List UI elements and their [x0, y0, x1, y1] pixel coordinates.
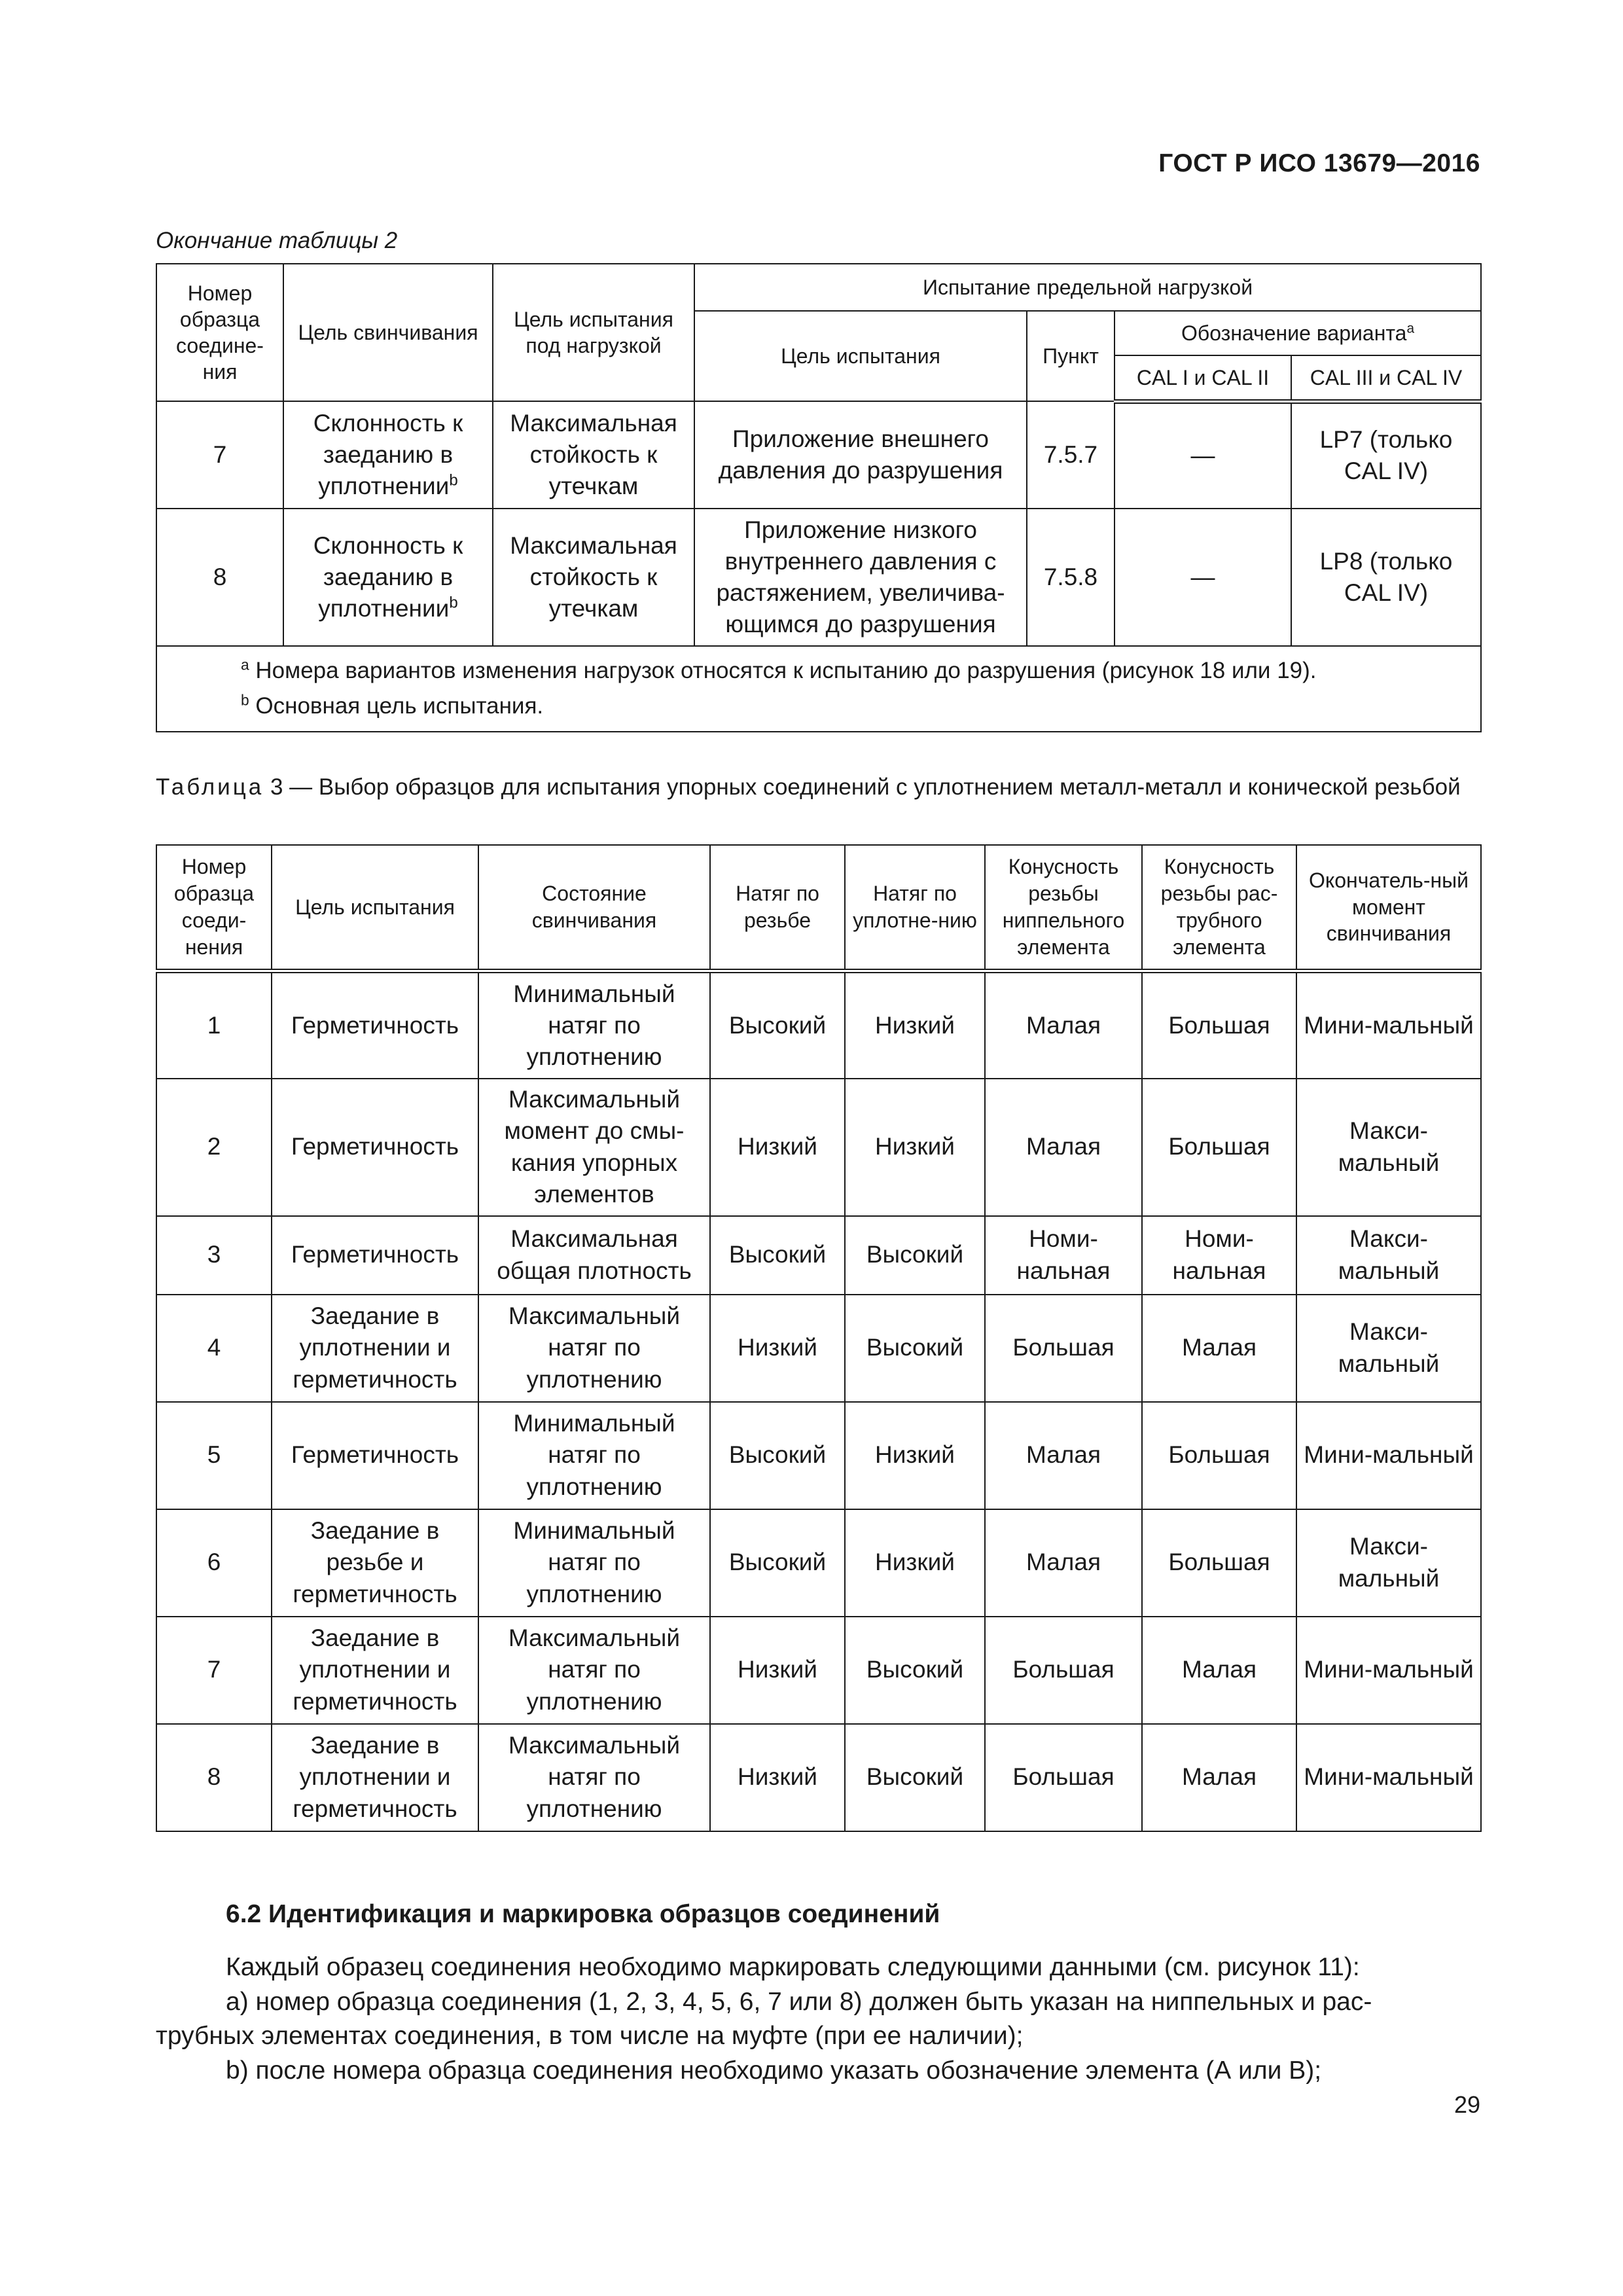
final-torque: Макси-мальный [1296, 1509, 1481, 1617]
makeup-state: Максимальная общая плотность [478, 1216, 710, 1295]
cal-1-2-value: — [1115, 509, 1291, 646]
header-load-test-goal: Цель испытания под нагрузкой [493, 264, 694, 401]
footnotes-row [156, 646, 1481, 732]
header-specimen-number: Номер образца соедине-ния [156, 264, 283, 401]
test-goal: Заедание в резьбе и герметичность [272, 1509, 478, 1617]
load-goal: Максимальная стойкость к утечкам [493, 509, 694, 646]
test-goal: Заедание в уплотнении и герметичность [272, 1724, 478, 1831]
table-3 [156, 844, 1482, 1832]
table3-title [156, 772, 1480, 802]
header-thread-interference: Натяг по резьбе [710, 845, 845, 971]
cal-1-2-value: — [1115, 401, 1291, 509]
final-torque: Мини-мальный [1296, 1402, 1481, 1509]
table-row [156, 401, 1481, 509]
test-goal: Герметичность [272, 971, 478, 1079]
pin-taper: Номи-нальная [985, 1216, 1142, 1295]
header-final-torque: Окончатель-ный момент свинчивания [1296, 845, 1481, 971]
box-taper: Малая [1142, 1295, 1296, 1402]
table-row [156, 1724, 1481, 1831]
header-makeup-goal: Цель свинчивания [283, 264, 493, 401]
box-taper: Большая [1142, 1402, 1296, 1509]
specimen-number: 4 [156, 1295, 272, 1402]
final-torque: Мини-мальный [1296, 971, 1481, 1079]
test-goal: Заедание в уплотнении и герметичность [272, 1617, 478, 1724]
header-cal-3-4: CAL III и CAL IV [1291, 355, 1481, 401]
pin-taper: Большая [985, 1295, 1142, 1402]
makeup-goal: Склонность к заеданию в уплотнении$^b$ [283, 401, 493, 509]
box-taper: Малая [1142, 1724, 1296, 1831]
paragraph-intro: Каждый образец соединения необходимо маркировать следующими данными (см. рисунок 11): [226, 1953, 1360, 1981]
seal-interference: Низкий [845, 1402, 985, 1509]
table-row [156, 1402, 1481, 1509]
table-row [156, 1617, 1481, 1724]
cal-3-4-value: LP7 (только CAL IV) [1291, 401, 1481, 509]
seal-interference: Высокий [845, 1216, 985, 1295]
thread-interference: Высокий [710, 1216, 845, 1295]
final-torque: Макси-мальный [1296, 1216, 1481, 1295]
seal-interference: Высокий [845, 1295, 985, 1402]
pin-taper: Малая [985, 1402, 1142, 1509]
box-taper: Большая [1142, 971, 1296, 1079]
paragraph-item-a-line2: трубных элементах соединения, в том числе на муфте (при ее наличии); [156, 2022, 1024, 2050]
test-goal: Герметичность [272, 1402, 478, 1509]
box-taper: Большая [1142, 1079, 1296, 1216]
table3-title-word: Таблица [156, 774, 264, 800]
thread-interference: Низкий [710, 1079, 845, 1216]
thread-interference: Низкий [710, 1295, 845, 1402]
specimen-number: 5 [156, 1402, 272, 1509]
makeup-state: Минимальный натяг по уплотнению [478, 1402, 710, 1509]
makeup-state: Максимальный натяг по уплотнению [478, 1617, 710, 1724]
paragraph-item-b: b) после номера образца соединения необходимо указать обозначение элемента (А или В); [226, 2056, 1322, 2085]
test-goal: Герметичность [272, 1079, 478, 1216]
thread-interference: Низкий [710, 1724, 845, 1831]
pin-taper: Малая [985, 1079, 1142, 1216]
box-taper: Большая [1142, 1509, 1296, 1617]
specimen-number: 6 [156, 1509, 272, 1617]
specimen-number: 3 [156, 1216, 272, 1295]
table3-title-text: 3 — Выбор образцов для испытания упорных соединений с уплотнением металл-металл и конической резьбой [270, 774, 1461, 800]
clause: 7.5.8 [1027, 509, 1115, 646]
makeup-state: Минимальный натяг по уплотнению [478, 971, 710, 1079]
specimen-number: 7 [156, 1617, 272, 1724]
thread-interference: Высокий [710, 1509, 845, 1617]
makeup-goal: Склонность к заеданию в уплотнении$^b$ [283, 509, 493, 646]
final-torque: Мини-мальный [1296, 1617, 1481, 1724]
header-pin-taper: Конусность резьбы ниппельного элемента [985, 845, 1142, 971]
table-row [156, 971, 1481, 1079]
seal-interference: Низкий [845, 971, 985, 1079]
specimen-number: 8 [156, 509, 283, 646]
pin-taper: Большая [985, 1617, 1142, 1724]
table-row [156, 1509, 1481, 1617]
section-heading: 6.2 Идентификация и маркировка образцов соединений [226, 1900, 940, 1928]
test-goal: Приложение внешнего давления до разрушения [694, 401, 1027, 509]
cal-3-4-value: LP8 (только CAL IV) [1291, 509, 1481, 646]
final-torque: Макси-мальный [1296, 1079, 1481, 1216]
page-number: 29 [1454, 2091, 1480, 2118]
header-seal-interference: Натяг по уплотне-нию [845, 845, 985, 971]
pin-taper: Малая [985, 1509, 1142, 1617]
clause: 7.5.7 [1027, 401, 1115, 509]
thread-interference: Высокий [710, 1402, 845, 1509]
header-limit-load-test: Испытание предельной нагрузкой [694, 264, 1481, 311]
test-goal: Приложение низкого внутреннего давления с растяжением, увеличива-ющимся до разрушения [694, 509, 1027, 646]
header-variant-designation: Обозначение варианта$^a$ [1115, 311, 1481, 355]
box-taper: Номи-нальная [1142, 1216, 1296, 1295]
document-code: ГОСТ Р ИСО 13679—2016 [1158, 149, 1480, 177]
paragraph-item-a-line1: a) номер образца соединения (1, 2, 3, 4, 5, 6, 7 или 8) должен быть указан на ниппельных и рас- [226, 1988, 1372, 2016]
header-box-taper: Конусность резьбы рас-трубного элемента [1142, 845, 1296, 971]
header-clause: Пункт [1027, 311, 1115, 401]
table-row [156, 1216, 1481, 1295]
header-cal-1-2: CAL I и CAL II [1115, 355, 1291, 401]
header-makeup-state: Состояние свинчивания [478, 845, 710, 971]
thread-interference: Низкий [710, 1617, 845, 1724]
seal-interference: Низкий [845, 1079, 985, 1216]
specimen-number: 8 [156, 1724, 272, 1831]
header-test-goal: Цель испытания [694, 311, 1027, 401]
test-goal: Герметичность [272, 1216, 478, 1295]
pin-taper: Малая [985, 971, 1142, 1079]
thread-interference: Высокий [710, 971, 845, 1079]
footnote-b: $^b$ Основная цель испытания. [241, 691, 544, 719]
seal-interference: Низкий [845, 1509, 985, 1617]
specimen-number: 2 [156, 1079, 272, 1216]
makeup-state: Максимальный натяг по уплотнению [478, 1724, 710, 1831]
table-row [156, 1295, 1481, 1402]
makeup-state: Максимальный момент до смы-кания упорных элементов [478, 1079, 710, 1216]
box-taper: Малая [1142, 1617, 1296, 1724]
header-specimen-number: Номер образца соеди-нения [156, 845, 272, 971]
seal-interference: Высокий [845, 1724, 985, 1831]
pin-taper: Большая [985, 1724, 1142, 1831]
seal-interference: Высокий [845, 1617, 985, 1724]
specimen-number: 7 [156, 401, 283, 509]
final-torque: Макси-мальный [1296, 1295, 1481, 1402]
makeup-state: Максимальный натяг по уплотнению [478, 1295, 710, 1402]
footnote-a: $^a$ Номера вариантов изменения нагрузок относятся к испытанию до разрушения (рисунок 18 или 19). [241, 656, 1317, 683]
header-test-goal: Цель испытания [272, 845, 478, 971]
table2-continuation-label: Окончание таблицы 2 [156, 228, 398, 253]
load-goal: Максимальная стойкость к утечкам [493, 401, 694, 509]
table2-footnotes [156, 646, 1481, 732]
makeup-state: Минимальный натяг по уплотнению [478, 1509, 710, 1617]
specimen-number: 1 [156, 971, 272, 1079]
table-2 [156, 263, 1482, 732]
test-goal: Заедание в уплотнении и герметичность [272, 1295, 478, 1402]
table-row [156, 1079, 1481, 1216]
final-torque: Мини-мальный [1296, 1724, 1481, 1831]
table-row [156, 509, 1481, 646]
